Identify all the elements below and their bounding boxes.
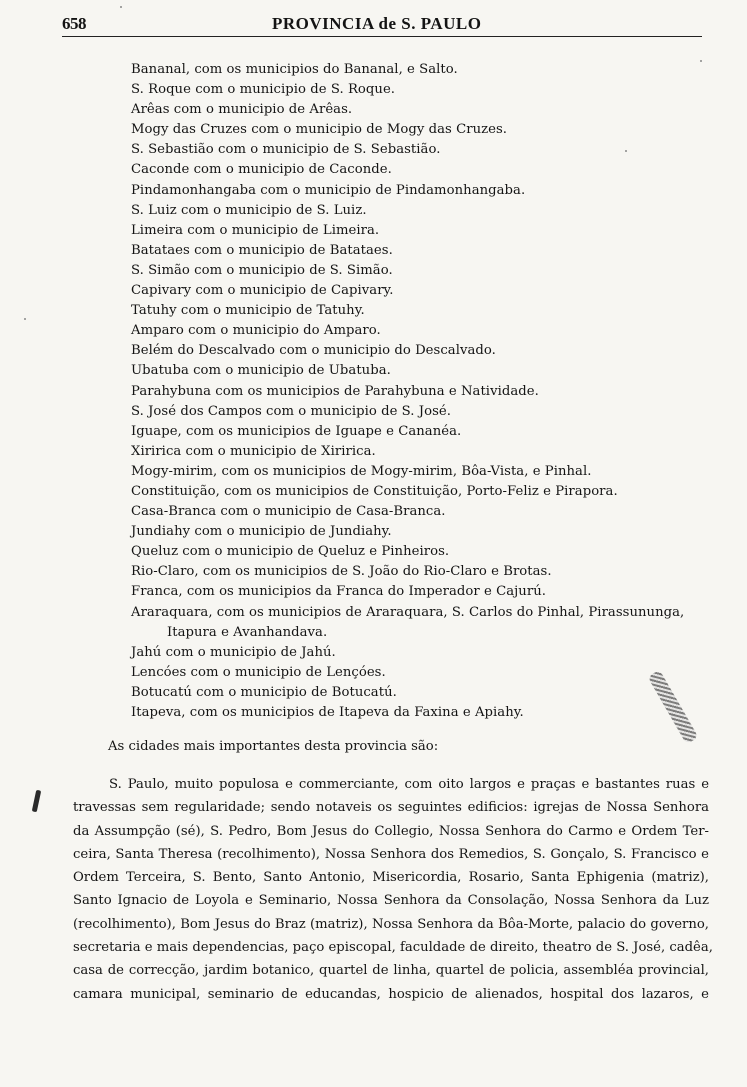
list-line: Capivary com o municipio de Capivary. [131, 283, 394, 299]
margin-mark [32, 790, 41, 813]
list-line: Arêas com o municipio de Arêas. [131, 102, 353, 118]
list-line-continuation: Itapura e Avanhandava. [167, 624, 328, 640]
paragraph-line: travessas sem regularidade; sendo notaveis os seguintes edificios: igrejas de Nossa Senhora [73, 800, 709, 816]
body-paragraph [73, 773, 713, 1006]
list-line: Parahybuna com os municipios de Parahybuna e Natividade. [131, 383, 539, 399]
paragraph-line: (recolhimento), Bom Jesus do Braz (matriz), Nossa Senhora da Bôa-Morte, palacio do governo, [73, 916, 709, 932]
paragraph-line: ceira, Santa Theresa (recolhimento), Nossa Senhora dos Remedios, S. Gonçalo, S. Francisco e [73, 846, 709, 862]
list-line: Limeira com o municipio de Limeira. [131, 222, 380, 238]
list-line: Tatuhy com o municipio de Tatuhy. [131, 303, 365, 319]
municipality-list [131, 60, 721, 723]
list-line: Xiririca com o municipio de Xiririca. [131, 443, 376, 459]
list-line: Itapeva, com os municipios de Itapeva da Faxina e Apiahy. [131, 705, 524, 720]
list-line: Botucatú com o municipio de Botucatú. [131, 684, 397, 700]
paragraph-line: da Assumpção (sé), S. Pedro, Bom Jesus do Collegio, Nossa Senhora do Carmo e Ordem Ter- [73, 823, 709, 839]
paragraph-line: secretaria e mais dependencias, paço episcopal, faculdade de direito, theatro de S. José, cadêa, [73, 940, 713, 956]
paragraph-line: camara municipal, seminario de educandas, hospicio de alienados, hospital dos lazaros, e [73, 986, 709, 1002]
paragraph-line: casa de correcção, jardim botanico, quartel de linha, quartel de policia, assembléa provincial, [73, 963, 709, 979]
list-line: Lencóes com o municipio de Lençóes. [131, 664, 386, 680]
list-line: S. Sebastião com o municipio de S. Sebastião. [131, 142, 441, 158]
list-line: Casa-Branca com o municipio de Casa-Branca. [131, 504, 446, 520]
list-line: Ubatuba com o municipio de Ubatuba. [131, 363, 391, 379]
page-header [62, 10, 702, 36]
list-line: Amparo com o municipio do Amparo. [131, 323, 381, 339]
list-line: S. Simão com o municipio de S. Simão. [131, 262, 393, 278]
list-line: Pindamonhangaba com o municipio de Pindamonhangaba. [131, 182, 526, 198]
paragraph-line: Santo Ignacio de Loyola e Seminario, Nossa Senhora da Consolação, Nossa Senhora da Luz [73, 893, 709, 909]
list-line: Jundiahy com o municipio de Jundiahy. [131, 524, 392, 540]
list-line: Araraquara, com os municipios de Araraquara, S. Carlos do Pinhal, Pirassununga, [131, 604, 685, 620]
dust-speck [120, 6, 122, 8]
running-title: PROVINCIA de S. PAULO [272, 14, 482, 33]
dust-speck [700, 60, 702, 62]
list-line: Mogy-mirim, com os municipios de Mogy-mirim, Bôa-Vista, e Pinhal. [131, 463, 592, 479]
list-line: Franca, com os municipios da Franca do Imperador e Cajurú. [131, 584, 546, 600]
paragraph-line: S. Paulo, muito populosa e commerciante, com oito largos e praças e bastantes ruas e [109, 777, 709, 792]
dust-speck [24, 318, 26, 320]
list-line: Caconde com o municipio de Caconde. [131, 162, 392, 178]
list-line: Iguape, com os municipios de Iguape e Cananéa. [131, 423, 462, 439]
list-line: Constituição, com os municipios de Constituição, Porto-Feliz e Pirapora. [131, 483, 618, 499]
list-line: Mogy das Cruzes com o municipio de Mogy das Cruzes. [131, 122, 508, 138]
list-line: Batataes com o municipio de Batataes. [131, 242, 393, 258]
list-line: Jahú com o municipio de Jahú. [131, 644, 336, 660]
list-line: Rio-Claro, com os municipios de S. João do Rio-Claro e Brotas. [131, 564, 552, 580]
page-number: 658 [62, 14, 86, 33]
intro-sentence: As cidades mais importantes desta provincia são: [108, 739, 439, 754]
dust-speck [625, 150, 627, 152]
list-line: S. Luiz com o municipio de S. Luiz. [131, 202, 367, 218]
list-line: Queluz com o municipio de Queluz e Pinheiros. [131, 544, 450, 560]
header-rule [62, 36, 702, 37]
list-line: Belém do Descalvado com o municipio do Descalvado. [131, 343, 496, 359]
list-line: Bananal, com os municipios do Bananal, e Salto. [131, 62, 458, 77]
list-line: S. Roque com o municipio de S. Roque. [131, 82, 396, 98]
list-line: S. José dos Campos com o municipio de S. José. [131, 403, 452, 419]
paragraph-line: Ordem Terceira, S. Bento, Santo Antonio, Misericordia, Rosario, Santa Ephigenia (matriz), [73, 870, 709, 886]
